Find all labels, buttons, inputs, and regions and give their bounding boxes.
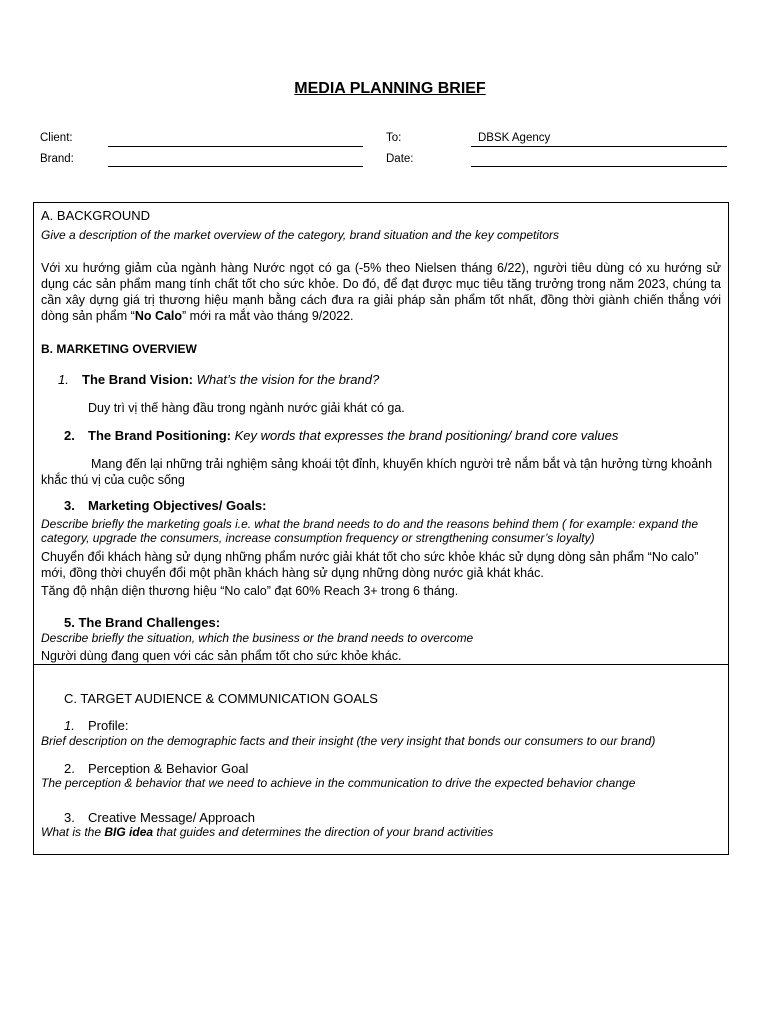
to-value: DBSK Agency (478, 132, 551, 144)
objectives-answer-2: Tăng độ nhận diện thương hiệu “No calo” đạt 60% Reach 3+ trong 6 tháng. (41, 584, 459, 598)
positioning-answer: Mang đến lại những trải nghiệm sảng khoái tột đỉnh, khuyến khích người trẻ nắm bắt và tận hưởng từng khoảnh khắc thú vị của cuộc sống (41, 457, 713, 487)
background-text: Với xu hướng giảm của ngành hàng Nước ngọt có ga (-5% theo Nielsen tháng 6/22), người tiêu dùng có xu hướng sử dụng các sản phẩm mang tính chất tốt cho sức khỏe. Do đó, để đạt được mục tiêu tăng trưởng trong năm 2023, chúng ta cần xây dựng giá trị thương hiệu mạnh bằng cách đưa ra giải pháp sản phẩm tốt nhất, đồng thời giành chiến thắng với dòng sản phẩm “No Calo” mới ra mắt vào tháng 9/2022. (41, 261, 721, 323)
perception-item: 2. Perception & Behavior Goal (64, 761, 249, 776)
page-title: MEDIA PLANNING BRIEF (294, 80, 486, 97)
to-label: To: (386, 132, 402, 144)
audience-heading: C. TARGET AUDIENCE & COMMUNICATION GOALS (64, 691, 378, 706)
brand-field[interactable] (108, 166, 363, 167)
background-heading: A. BACKGROUND (41, 208, 151, 223)
creative-prompt: What is the BIG idea that guides and determines the direction of your brand activities (41, 825, 494, 839)
objectives-prompt: Describe briefly the marketing goals i.e. what the brand needs to do and the reasons behind them ( for example: expand the category, upgrade the consumers, increase consumption frequency or strengthening consumer’s loyalty) (41, 517, 699, 545)
objectives-item: 3. Marketing Objectives/ Goals: (64, 498, 267, 513)
perception-prompt: The perception & behavior that we need to achieve in the communication to drive the expected behavior change (41, 776, 636, 790)
profile-item: 1. Profile: (64, 718, 129, 733)
client-label: Client: (40, 132, 73, 144)
no-calo-emphasis: No Calo (134, 309, 183, 323)
marketing-heading: B. MARKETING OVERVIEW (41, 342, 197, 356)
date-field[interactable] (471, 166, 727, 167)
background-instruction: Give a description of the market overview of the category, brand situation and the key competitors (41, 228, 560, 242)
brand-label: Brand: (40, 153, 74, 165)
big-idea-emphasis: BIG idea (104, 825, 154, 839)
client-field[interactable] (108, 146, 363, 147)
positioning-item: 2. The Brand Positioning: Key words that expresses the brand positioning/ brand core values (64, 428, 619, 443)
objectives-answer-1: Chuyển đổi khách hàng sử dụng những phẩm nước giải khát tốt cho sức khỏe khác sử dụng dòng sản phẩm “No calo” mới, đồng thời chuyển đổi một phần khách hàng sử dụng những dòng nước giả khát khác. (41, 550, 699, 580)
creative-item: 3. Creative Message/ Approach (64, 810, 255, 825)
vision-item: 1. The Brand Vision: What’s the vision for the brand? (58, 372, 380, 387)
profile-prompt: Brief description on the demographic facts and their insight (the very insight that bonds our consumers to our brand) (41, 734, 656, 748)
to-field[interactable] (471, 146, 727, 147)
challenges-item: 5. The Brand Challenges: (64, 615, 221, 630)
challenges-answer: Người dùng đang quen với các sản phẩm tốt cho sức khỏe khác. (41, 649, 402, 663)
challenges-prompt: Describe briefly the situation, which the business or the brand needs to overcome (41, 631, 474, 645)
date-label: Date: (386, 153, 414, 165)
vision-answer: Duy trì vị thế hàng đầu trong ngành nước giải khát có ga. (88, 401, 405, 415)
